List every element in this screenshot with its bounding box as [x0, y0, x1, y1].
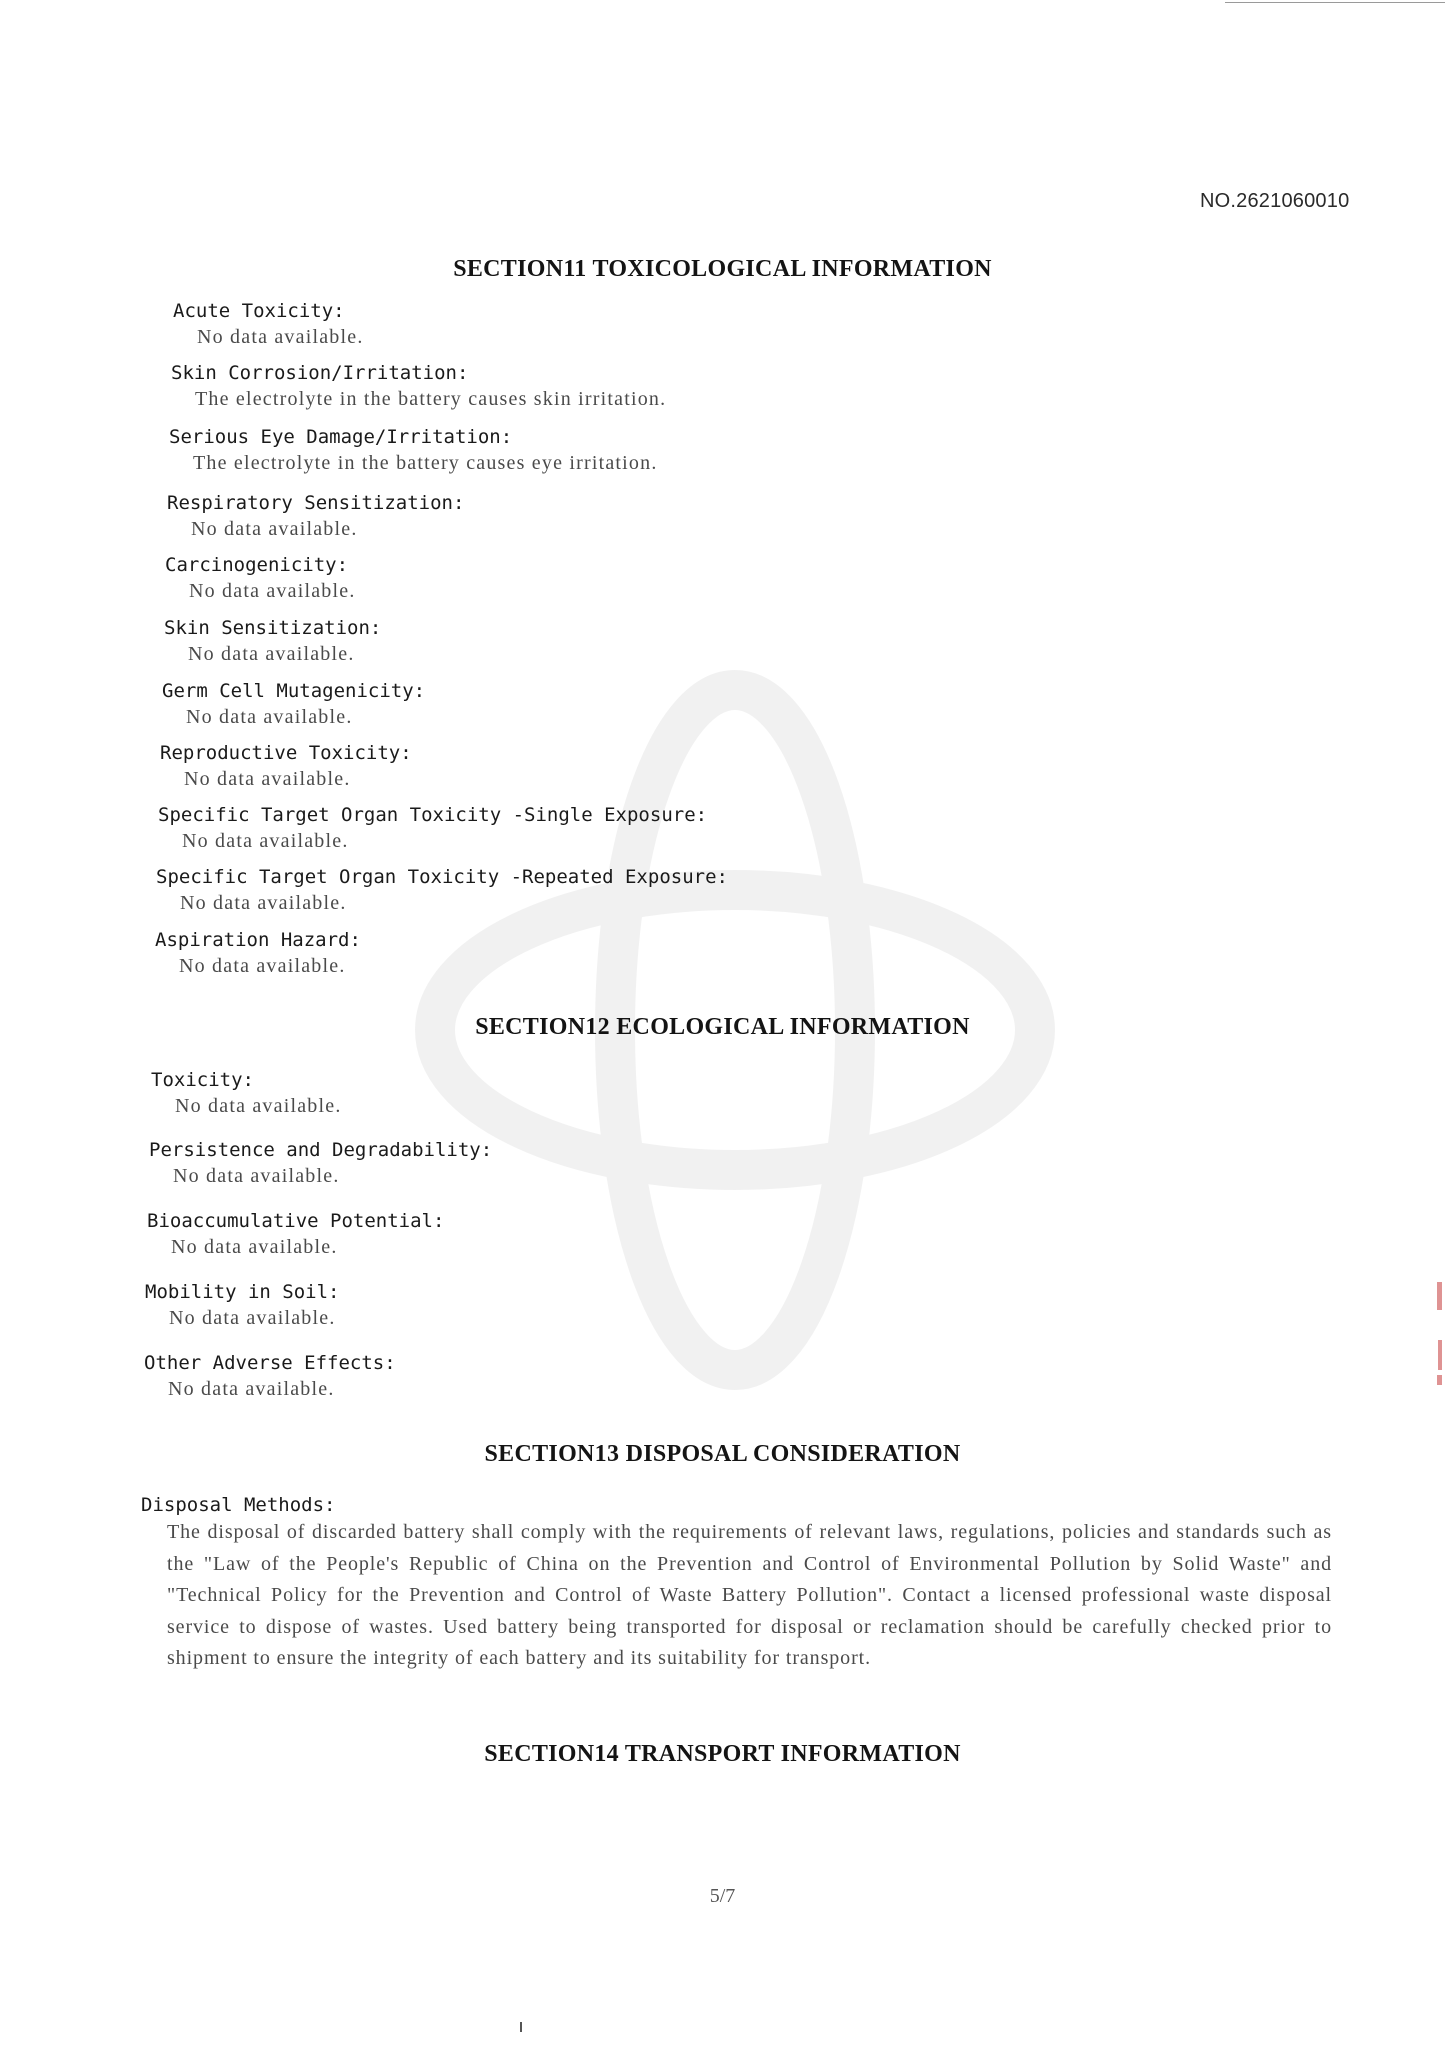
item-value: No data available.: [191, 518, 358, 540]
scan-edge-mark: [520, 2022, 522, 2032]
item-value: No data available.: [197, 326, 364, 348]
section12-item-toxicity: [151, 1067, 342, 1119]
item-value: No data available.: [168, 1378, 335, 1400]
section12-item-other-adverse-effects: [144, 1350, 396, 1402]
item-value: No data available.: [169, 1307, 336, 1329]
item-label: Other Adverse Effects:: [144, 1352, 396, 1374]
section13-title: SECTION13 DISPOSAL CONSIDERATION: [484, 1441, 961, 1467]
section11-item-skin-sensitization: [164, 615, 381, 667]
item-value: No data available.: [180, 892, 347, 914]
item-value: No data available.: [188, 643, 355, 665]
item-label: Skin Sensitization:: [164, 617, 382, 639]
scan-edge-mark: [1438, 1340, 1442, 1370]
section11-item-acute-toxicity: [173, 298, 364, 350]
section11-item-respiratory-sensitization: [167, 490, 464, 542]
scan-edge-mark: [1437, 1375, 1442, 1385]
section11-item-stot-single: [158, 802, 707, 854]
item-value: No data available.: [173, 1165, 340, 1187]
page-number: 5/7: [709, 1885, 736, 1907]
item-label: Bioaccumulative Potential:: [147, 1210, 445, 1232]
section11-item-aspiration-hazard: [155, 927, 361, 979]
item-value: No data available.: [179, 955, 346, 977]
item-value: No data available.: [182, 830, 349, 852]
item-label: Respiratory Sensitization:: [167, 492, 465, 514]
section11-item-carcinogenicity: [165, 552, 356, 604]
item-label: Serious Eye Damage/Irritation:: [169, 426, 513, 448]
document-number: NO.2621060010: [1200, 190, 1350, 212]
section12-item-mobility-in-soil: [145, 1279, 339, 1331]
section13-disposal-label: [141, 1492, 335, 1518]
item-label: Persistence and Degradability:: [149, 1139, 493, 1161]
item-label: Aspiration Hazard:: [155, 929, 361, 951]
section12-item-persistence: [149, 1137, 492, 1189]
item-value: The electrolyte in the battery causes skin irritation.: [195, 388, 667, 410]
item-label: Acute Toxicity:: [173, 300, 345, 322]
disposal-methods-text: The disposal of discarded battery shall comply with the requirements of relevant laws, regulations, policies and standards such as the "Law of the People's Republic of China on the Prevention and Control of Environmental Pollution by Solid Waste" and "Technical Policy for the Prevention and Control of Waste Battery Pollution". Contact a licensed professional waste disposal service to dispose of wastes. Used battery being transported for disposal or reclamation should be carefully checked prior to shipment to ensure the integrity of each battery and its suitability for transport.: [167, 1521, 1332, 1669]
section12-item-bioaccumulative: [147, 1208, 444, 1260]
item-label: Specific Target Organ Toxicity -Repeated Exposure:: [156, 866, 728, 888]
item-label: Specific Target Organ Toxicity -Single Exposure:: [158, 804, 708, 826]
item-value: No data available.: [171, 1236, 338, 1258]
disposal-methods-label: Disposal Methods:: [141, 1494, 336, 1516]
item-value: No data available.: [186, 706, 353, 728]
item-label: Germ Cell Mutagenicity:: [162, 680, 426, 702]
section11-title: SECTION11 TOXICOLOGICAL INFORMATION: [453, 256, 992, 282]
item-label: Carcinogenicity:: [165, 554, 349, 576]
item-value: The electrolyte in the battery causes eye irritation.: [193, 452, 658, 474]
section11-item-stot-repeated: [156, 864, 728, 916]
item-label: Toxicity:: [151, 1069, 254, 1091]
section11-item-skin-corrosion: [171, 360, 666, 412]
scan-edge-mark: [1437, 1282, 1442, 1310]
item-value: No data available.: [175, 1095, 342, 1117]
scan-edge-line: [1225, 2, 1445, 3]
section11-item-reproductive-toxicity: [160, 740, 412, 792]
item-value: No data available.: [189, 580, 356, 602]
item-value: No data available.: [184, 768, 351, 790]
section11-item-germ-cell-mutagenicity: [162, 678, 425, 730]
section14-title: SECTION14 TRANSPORT INFORMATION: [484, 1741, 961, 1767]
section12-title: SECTION12 ECOLOGICAL INFORMATION: [475, 1014, 970, 1040]
item-label: Mobility in Soil:: [145, 1281, 340, 1303]
section11-item-eye-damage: [169, 424, 658, 476]
item-label: Reproductive Toxicity:: [160, 742, 412, 764]
item-label: Skin Corrosion/Irritation:: [171, 362, 469, 384]
